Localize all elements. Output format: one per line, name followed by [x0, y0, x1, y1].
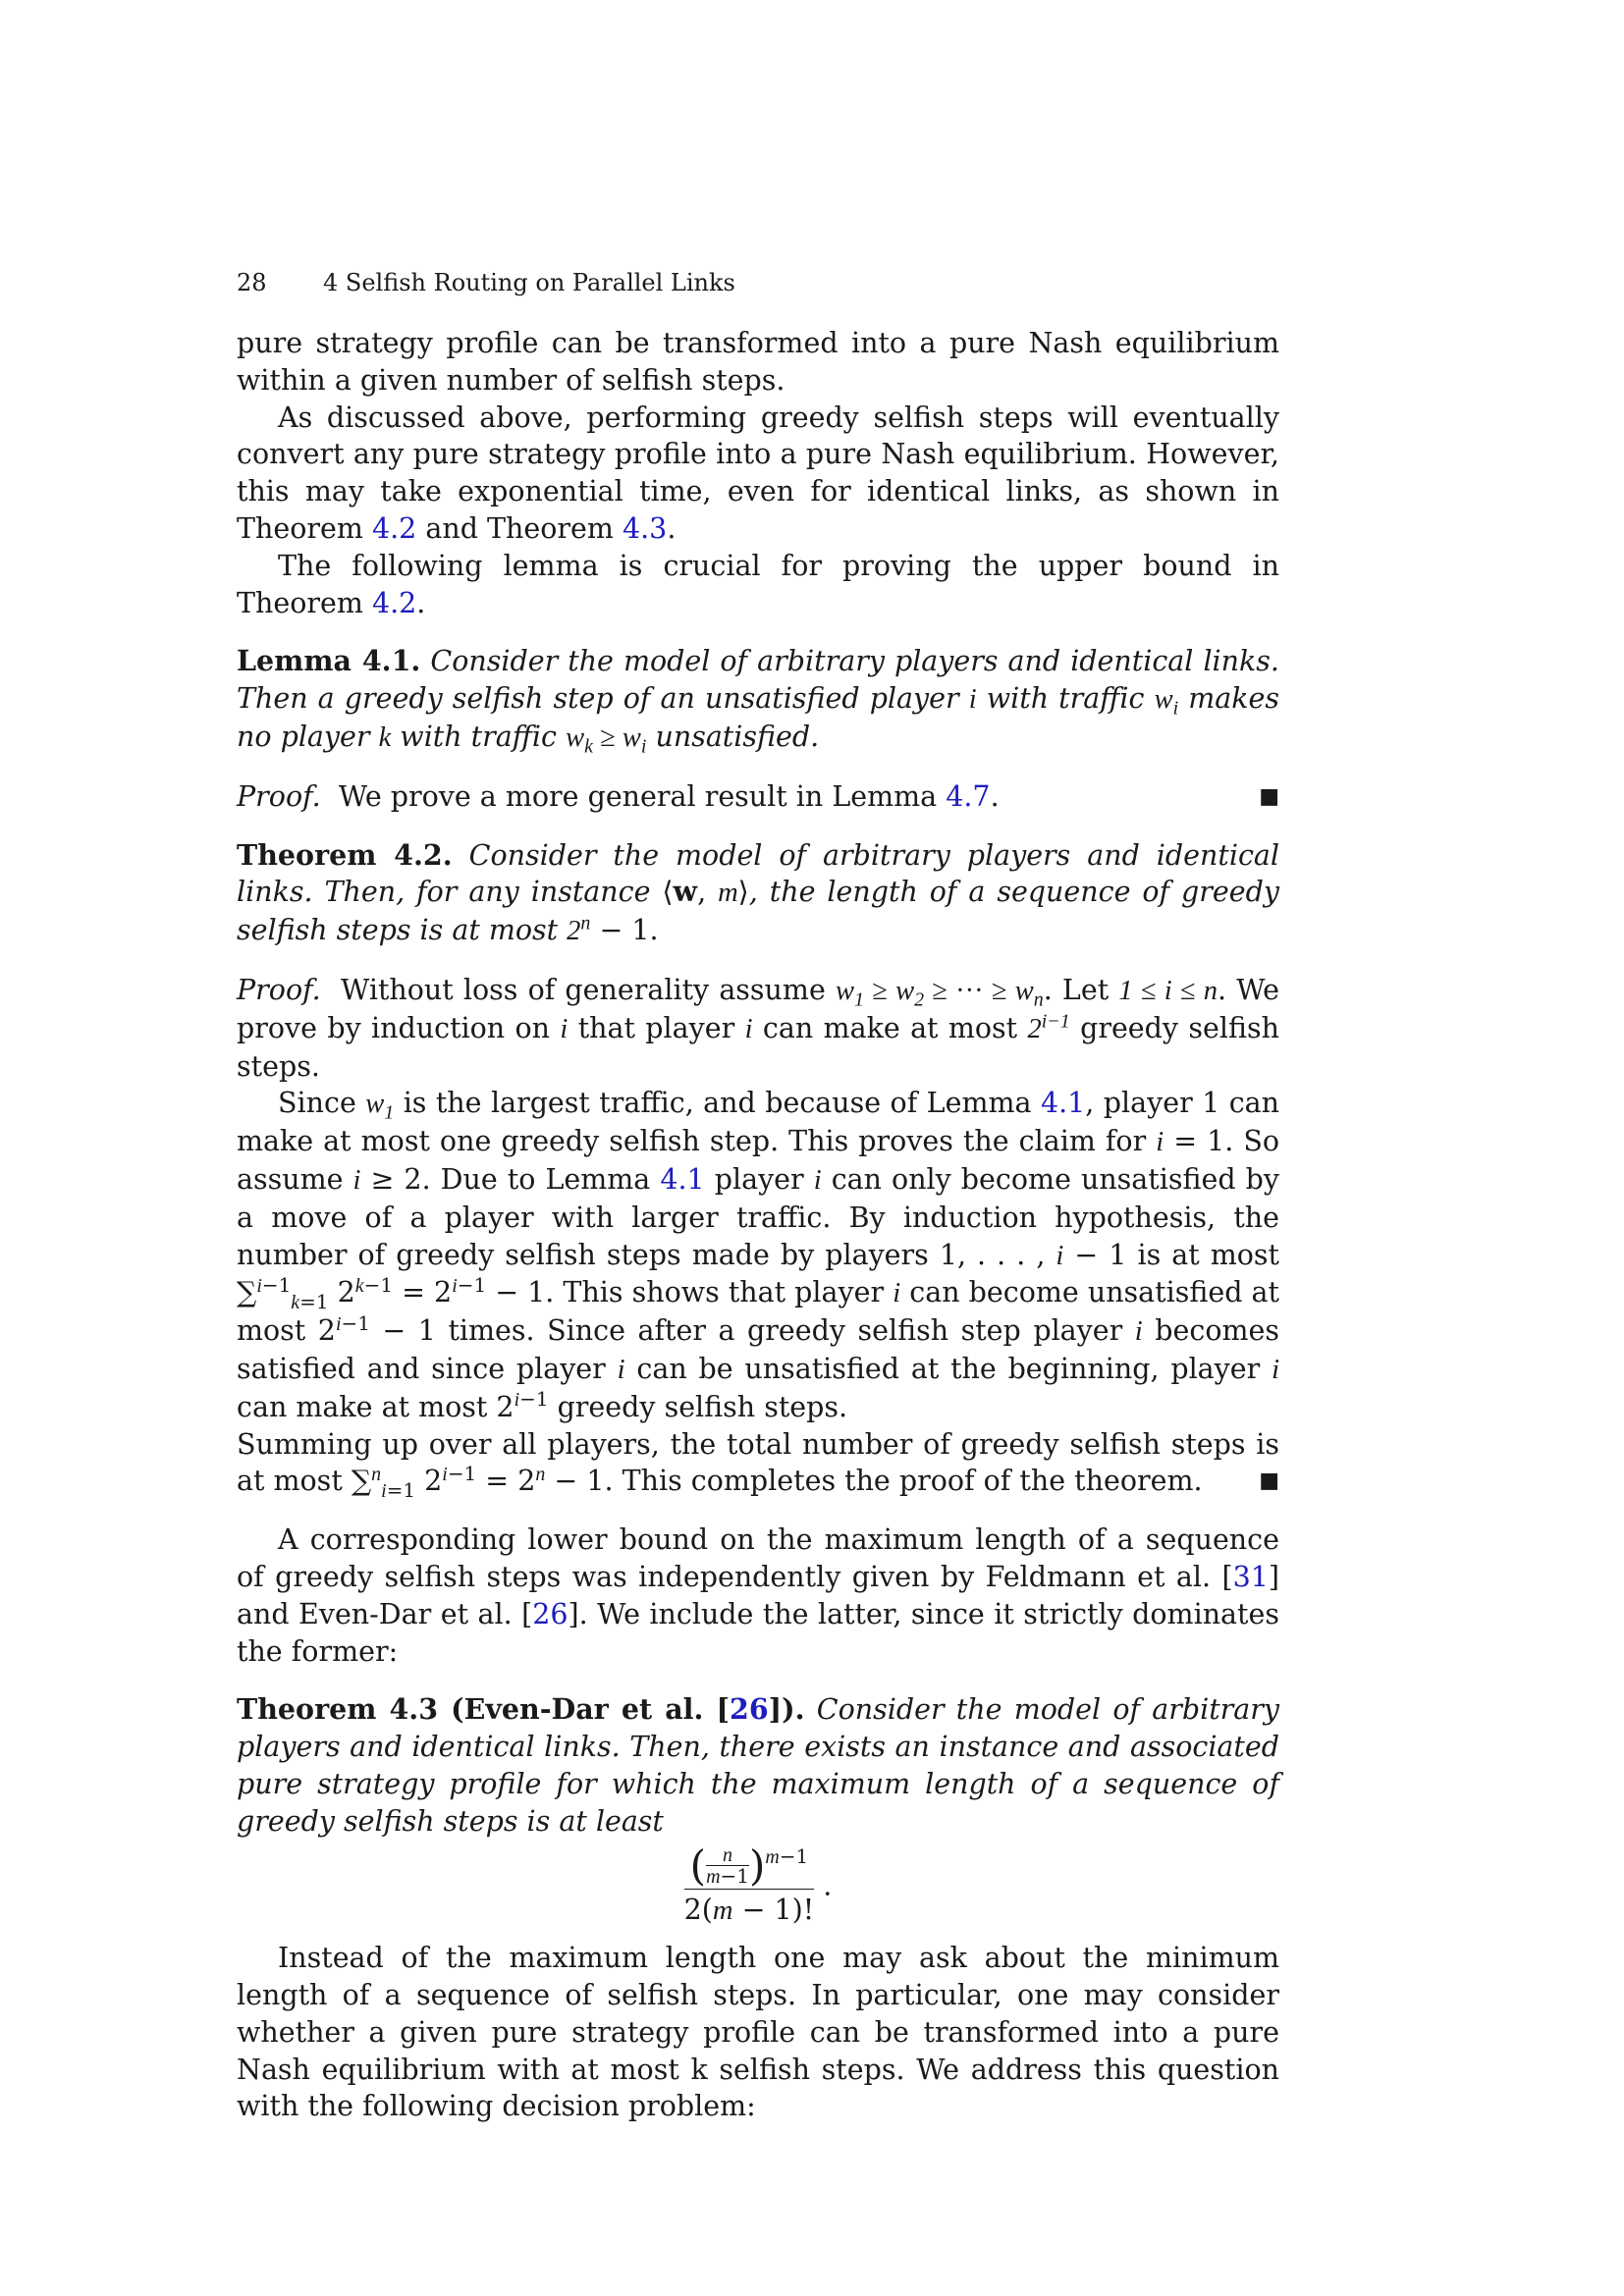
paragraph-continuation: pure strategy profile can be transformed into a pure Nash equilibrium within a given number of selfish steps. [237, 327, 1279, 397]
theorem-label: Theorem 4.3 (Even-Dar et al. [26]). [237, 1692, 805, 1727]
ref-citation-26[interactable]: 26 [730, 1692, 769, 1727]
proof-label: Proof. [237, 973, 321, 1006]
proof-lemma-4-1: Proof. We prove a more general result in Lemma 4.7. ■ [237, 778, 1279, 816]
qed-symbol: ■ [1259, 783, 1279, 809]
ref-lemma-4-1[interactable]: 4.1 [1040, 1087, 1086, 1120]
page-number: 28 [237, 269, 267, 296]
ref-lemma-4-7[interactable]: 4.7 [946, 779, 991, 813]
proof-theorem-4-2: Proof. Without loss of generality assume $w_1 \ge w_2$ ≥ ··· ≥ $w_n$. Let 1 ≤ i ≤ n. We prove by induction on i that player i can make at most $2^{i-1}$ greedy selfish steps. [237, 973, 1280, 1083]
theorem-label: Theorem 4.2. [237, 837, 453, 872]
paragraph-lemma-intro: The following lemma is crucial for proving the upper bound in Theorem 4.2. [237, 549, 1279, 619]
paragraph-greedy-steps: As discussed above, performing greedy selfish steps will eventually convert any pure strategy profile into a pure Nash equilibrium. However, this may take exponential time, even for identical links, as shown in Theorem 4.2 and Theorem 4.3. [237, 400, 1279, 545]
ref-theorem-4-2[interactable]: 4.2 [371, 586, 417, 619]
ref-citation-26[interactable]: 26 [532, 1597, 568, 1630]
lemma-label: Lemma 4.1. [237, 644, 421, 678]
theorem-4-3: Theorem 4.3 (Even-Dar et al. [26]). Consider the model of arbitrary players and identical links. Then, there exists an instance and associated pure strategy profile for which the maximum length of a sequence of greedy selfish steps is at least [237, 1692, 1280, 1838]
ref-citation-31[interactable]: 31 [1232, 1560, 1269, 1593]
ref-theorem-4-3[interactable]: 4.3 [622, 511, 668, 545]
lemma-4-1: Lemma 4.1. Consider the model of arbitrary players and identical links. Then a greedy selfish step of an unsatisfied player i with traffic $w_i$ makes no player k with traffic $w_k \ge w_i$ unsatisfied. [237, 644, 1280, 758]
fraction: ( n m−1)$^{m-1}$ 2(m − 1)! [683, 1842, 815, 1927]
proof-label: Proof. [237, 779, 321, 813]
qed-symbol: ■ [1259, 1468, 1279, 1494]
running-head [237, 269, 735, 296]
chapter-title: 4 Selfish Routing on Parallel Links [323, 269, 735, 296]
paragraph-summing: Summing up over all players, the total number of greedy selfish steps is at most ∑$^n_{i=1}$ $2^{i-1} = 2^n - 1$. This completes the proof of the theorem. ■ [237, 1427, 1279, 1502]
ref-lemma-4-1[interactable]: 4.1 [660, 1162, 705, 1196]
main-text [237, 325, 1279, 2125]
paragraph-minimum-length: Instead of the maximum length one may ask about the minimum length of a sequence of selfish steps. In particular, one may consider whether a given pure strategy profile can be transformed into a pure Nash equilibrium with at most k selfish steps. We address this question with the following decision problem: [237, 1942, 1279, 2123]
paragraph-lower-bound: A corresponding lower bound on the maximum length of a sequence of greedy selfish steps was independently given by Feldmann et al. [31] and Even-Dar et al. [26]. We include the latter, since it strictly dominates the former: [237, 1523, 1279, 1668]
ref-theorem-4-2[interactable]: 4.2 [371, 511, 417, 545]
paragraph-induction: Since $w_1$ is the largest traffic, and because of Lemma 4.1, player 1 can make at most one greedy selfish step. This proves the claim for i = 1. So assume i ≥ 2. Due to Lemma 4.1 player i can only become unsatisfied by a move of a player with larger traffic. By induction hypothesis, the number of greedy selfish steps made by players 1, . . . , i − 1 is at most ∑$^{i-1}_{k=1}$ $2^{k-1} = 2^{i-1} - 1$. This shows that player i can become unsatisfied at most $2^{i-1} - 1$ times. Since after a greedy selfish step player i becomes satisfied and since player i can be unsatisfied at the beginning, player i can make at most $2^{i-1}$ greedy selfish steps. [237, 1087, 1280, 1423]
theorem-4-2: Theorem 4.2. Consider the model of arbitrary players and identical links. Then, for any instance ⟨w, m⟩, the length of a sequence of greedy selfish steps is at most $2^n - 1$. [237, 837, 1280, 947]
display-formula: ( n m−1)$^{m-1}$ 2(m − 1)! . [237, 1845, 1279, 1930]
